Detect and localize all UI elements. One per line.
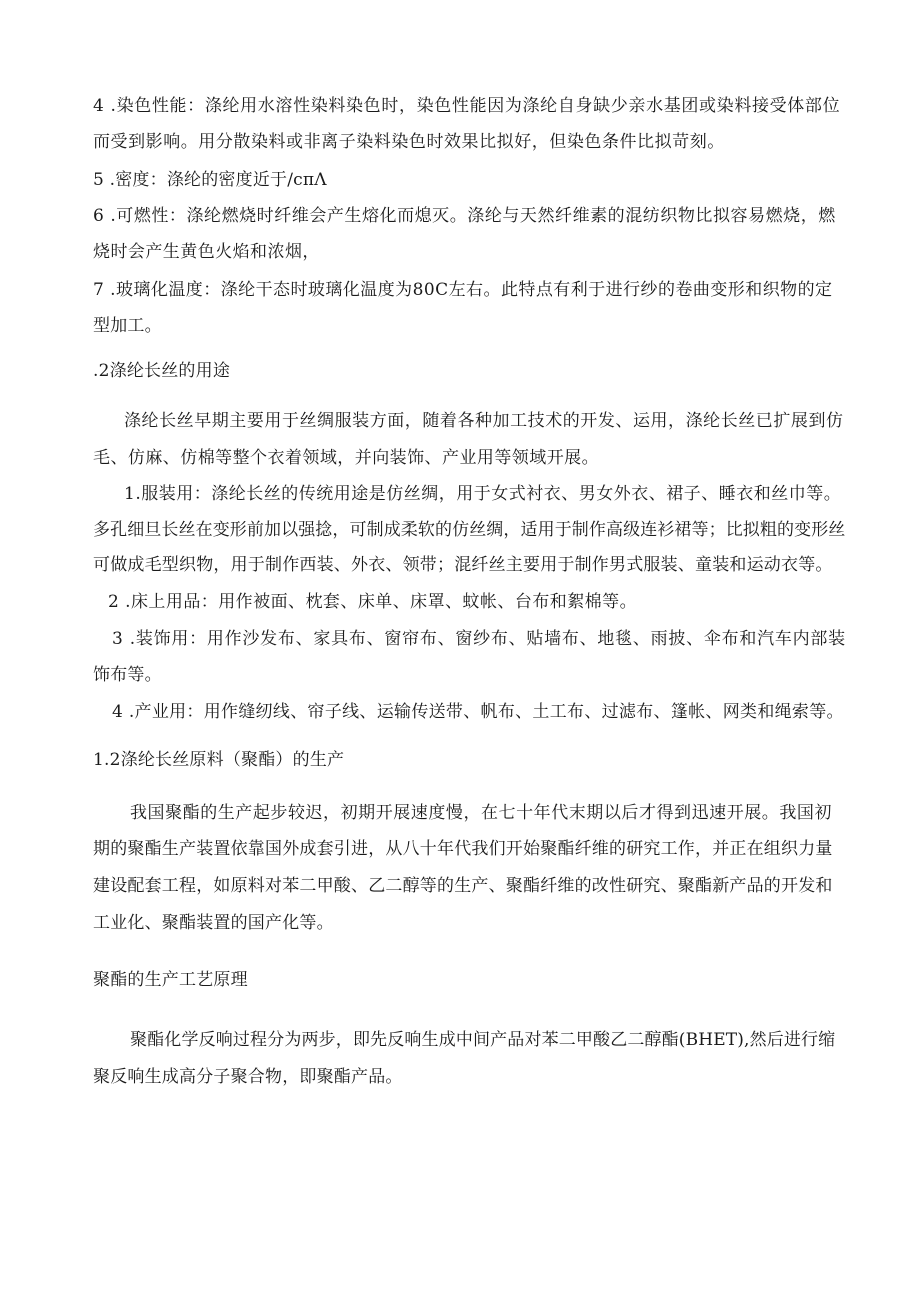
para-uses-intro-line-1: 涤纶长丝早期主要用于丝绸服装方面，随着各种加工技术的开发、运用，涤纶长丝已扩展到仿 <box>124 411 844 431</box>
item-apparel-line-2: 多孔细旦长丝在变形前加以强捻，可制成柔软的仿丝绸，适用于制作高级连衫裙等；比拟粗的变形丝 <box>93 520 846 540</box>
item-flammability-line-1: 6 .可燃性：涤纶燃烧时纤维会产生熔化而熄灭。涤纶与天然纤维素的混纺织物比拟容易燃烧，燃 <box>93 206 836 226</box>
item-dyeing-line-2: 而受到影响。用分散染料或非离子染料染色时效果比拟好，但染色条件比拟苛刻。 <box>93 132 725 152</box>
para-production-line-4: 工业化、聚酯装置的国产化等。 <box>93 913 334 933</box>
para-production-line-1: 我国聚酯的生产起步较迟，初期开展速度慢，在七十年代末期以后才得到迅速开展。我国初 <box>130 803 832 823</box>
section-heading-production: 1.2涤纶长丝原料（聚酯）的生产 <box>93 750 345 770</box>
item-apparel-line-1: 1.服装用：涤纶长丝的传统用途是仿丝绸，用于女式衬衣、男女外衣、裙子、睡衣和丝巾等。 <box>124 484 842 504</box>
item-decoration-line-2: 饰布等。 <box>93 665 162 685</box>
section-heading-principle: 聚酯的生产工艺原理 <box>93 970 248 990</box>
item-decoration-line-1: 3 .装饰用：用作沙发布、家具布、窗帘布、窗纱布、贴墙布、地毯、雨披、伞布和汽车内部装 <box>112 629 846 649</box>
para-uses-intro-line-2: 毛、仿麻、仿棉等整个衣着领域，并向装饰、产业用等领域开展。 <box>93 448 600 468</box>
item-apparel-line-3: 可做成毛型织物，用于制作西装、外衣、领带；混纤丝主要用于制作男式服装、童装和运动衣等。 <box>93 555 833 575</box>
item-glass-transition-line-1: 7 .玻璃化温度：涤纶干态时玻璃化温度为80C左右。此特点有利于进行纱的卷曲变形和织物的定 <box>93 280 833 300</box>
item-dyeing-line-1: 4 .染色性能：涤纶用水溶性染料染色时，染色性能因为涤纶自身缺少亲水基团或染料接受体部位 <box>93 96 841 116</box>
item-density-line-1: 5 .密度：涤纶的密度近于∕cπΛ <box>93 170 327 190</box>
item-industrial-line-1: 4 .产业用：用作缝纫线、帘子线、运输传送带、帆布、土工布、过滤布、篷帐、网类和绳索等。 <box>112 702 844 722</box>
para-principle-line-2: 聚反响生成高分子聚合物，即聚酯产品。 <box>93 1067 403 1087</box>
item-glass-transition-line-2: 型加工。 <box>93 316 162 336</box>
para-principle-line-1: 聚酯化学反响过程分为两步，即先反响生成中间产品对苯二甲酸乙二醇酯(BHET),然后进行缩 <box>130 1030 836 1050</box>
para-production-line-2: 期的聚酯生产装置依靠国外成套引进，从八十年代我们开始聚酯纤维的研究工作，并正在组织力量 <box>93 839 833 859</box>
item-flammability-line-2: 烧时会产生黄色火焰和浓烟， <box>93 242 320 262</box>
para-production-line-3: 建设配套工程，如原料对苯二甲酸、乙二醇等的生产、聚酯纤维的改性研究、聚酯新产品的开发和 <box>93 876 833 896</box>
section-heading-uses: .2涤纶长丝的用途 <box>93 361 231 381</box>
item-bedding-line-1: 2 .床上用品：用作被面、枕套、床单、床罩、蚊帐、台布和絮棉等。 <box>108 592 638 612</box>
